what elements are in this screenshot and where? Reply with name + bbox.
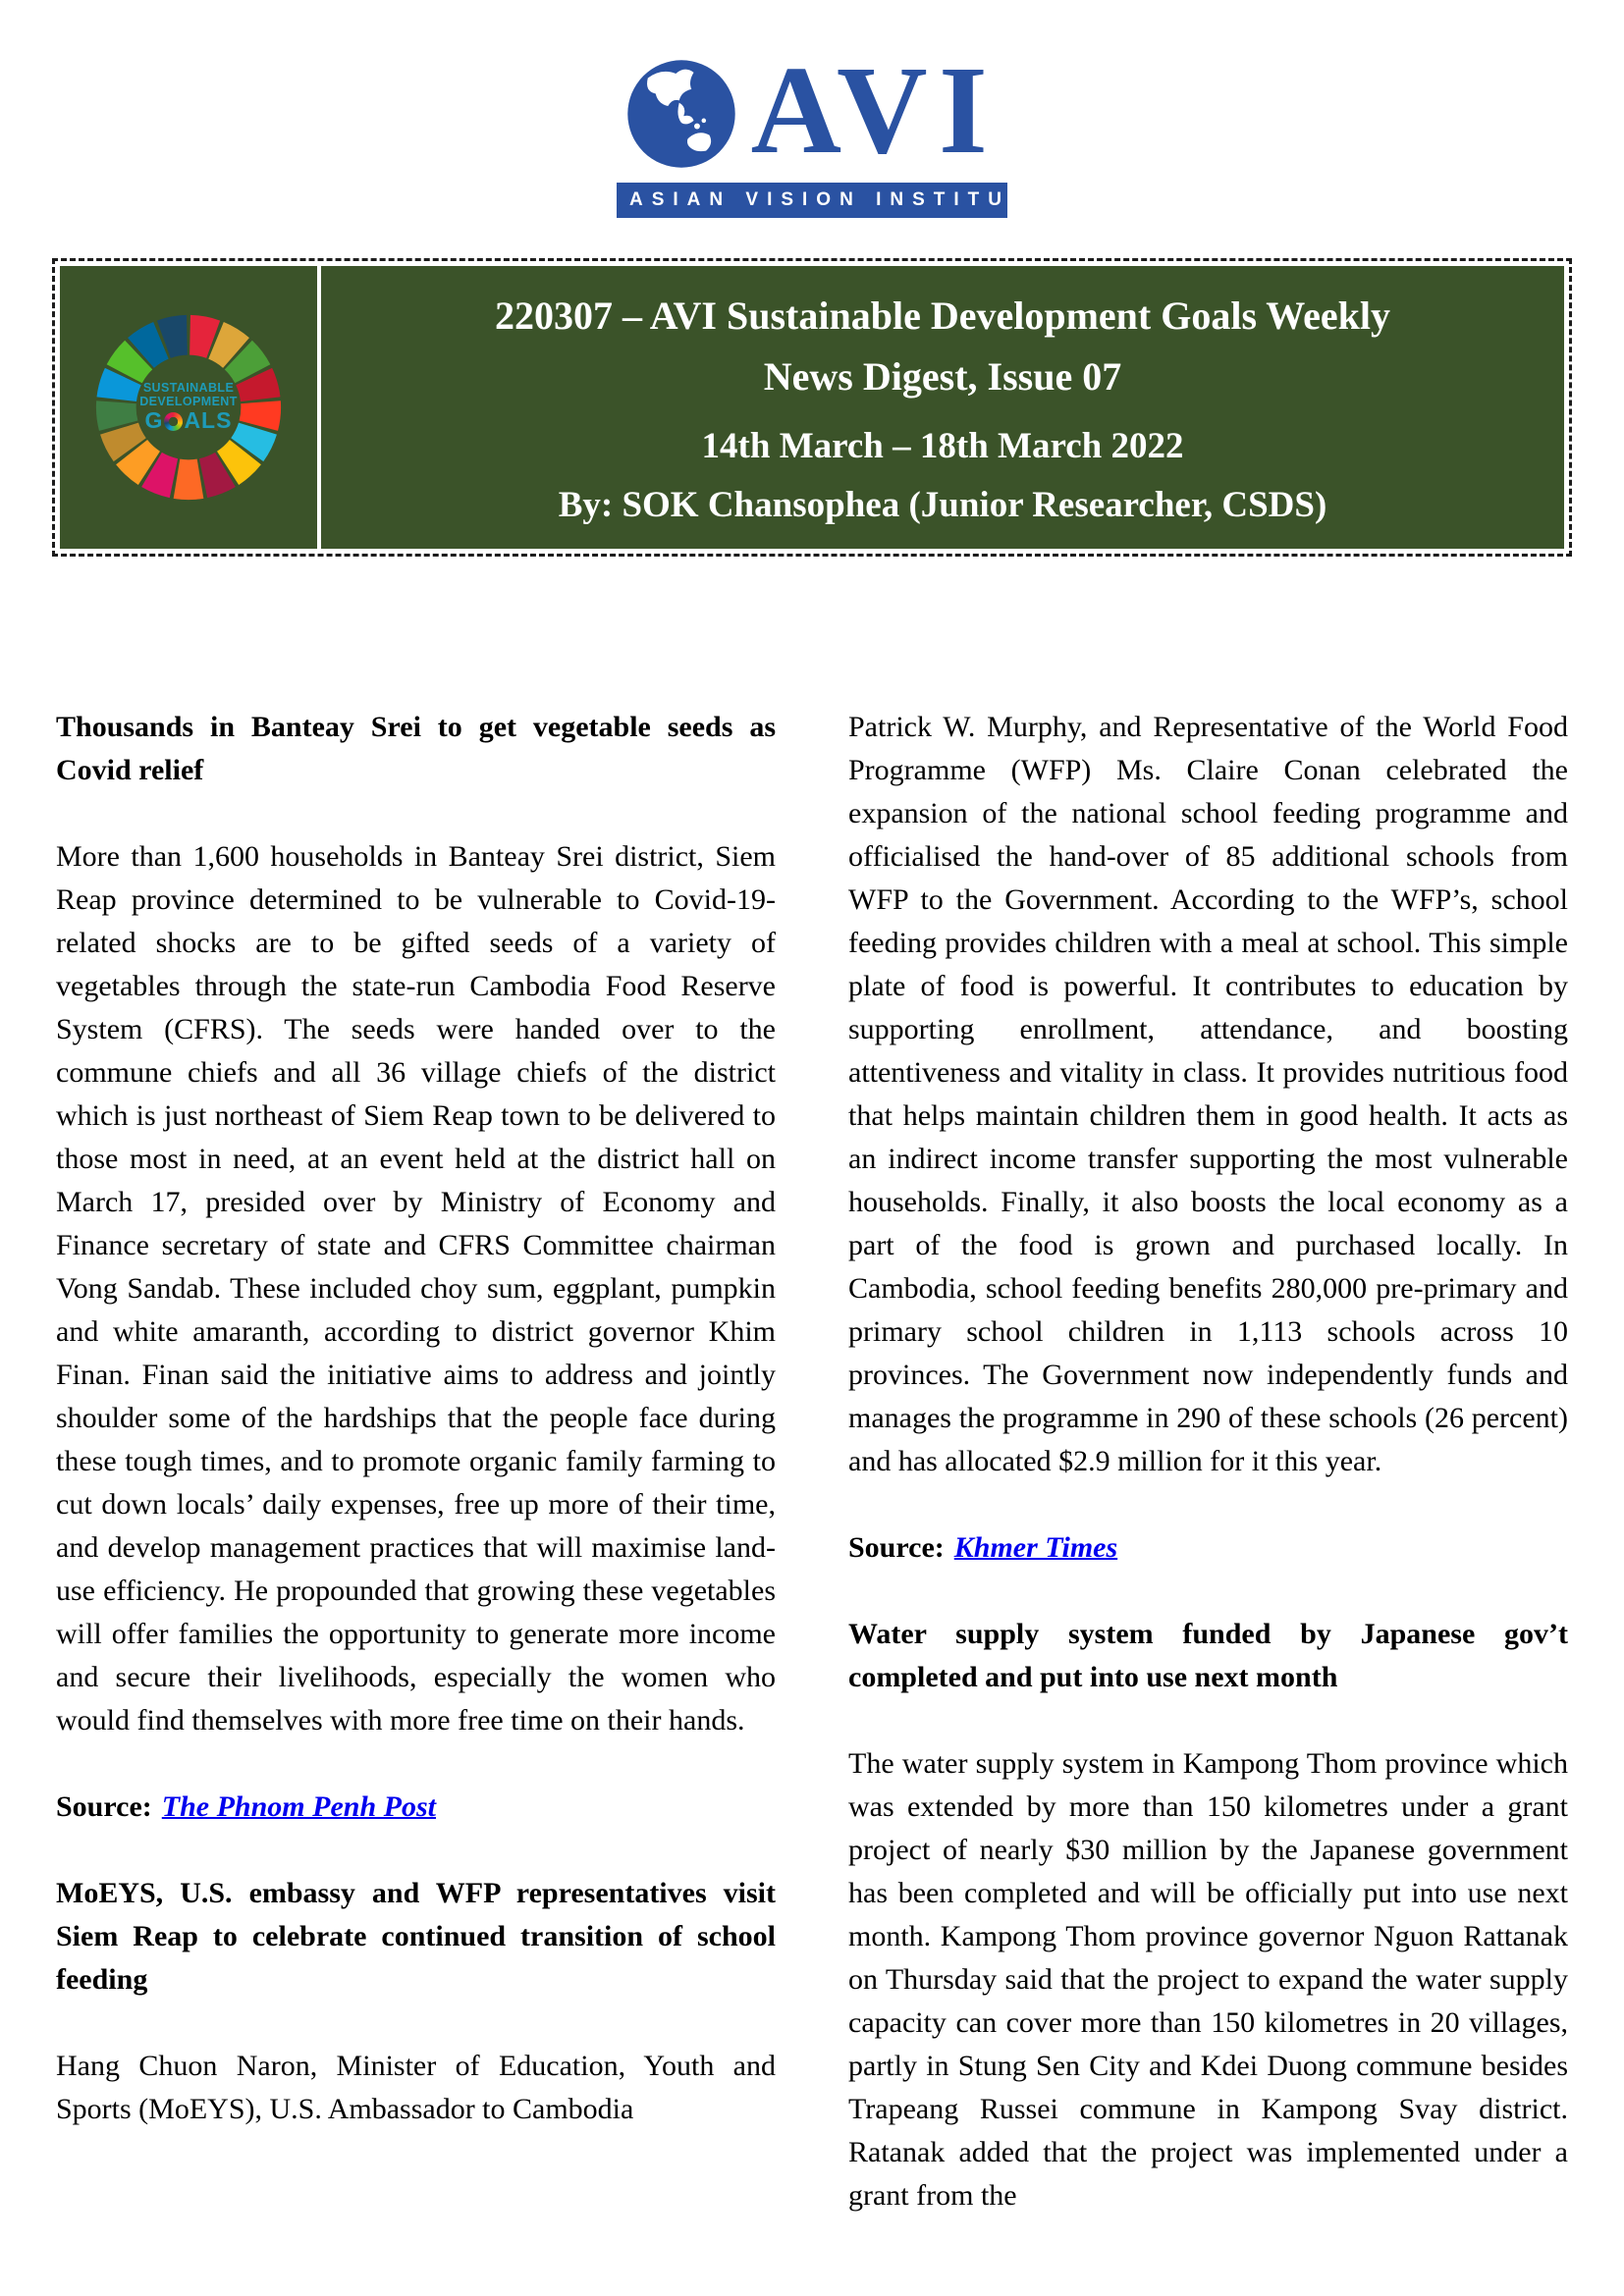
- issue-banner: [52, 258, 1572, 557]
- banner-text: [321, 266, 1564, 549]
- globe-icon: [625, 58, 737, 170]
- sdg-panel: [60, 266, 317, 549]
- issue-date-range: 14th March – 18th March 2022: [701, 425, 1184, 466]
- source-link-khmer-times[interactable]: Khmer Times: [953, 1531, 1118, 1564]
- sdg-goals-als: ALS: [184, 407, 233, 434]
- source-label: Source:: [848, 1531, 945, 1564]
- source-label: Source:: [56, 1790, 152, 1823]
- source-line: [56, 1786, 776, 1829]
- article-body: [56, 706, 1568, 2261]
- article-heading-water-supply: Water supply system funded by Japanese gov’t completed and put into use next month: [848, 1618, 1568, 1693]
- article-paragraph: The water supply system in Kampong Thom province which was extended by more than 150 kilometres under a grant project of nearly $30 million by the Japanese government has been completed and will be officially put into use next month. Kampong Thom province governor Nguon Rattanak on Thursday said that the project to expand the water supply capacity can cover more than 150 kilometres in 20 villages, partly in Stung Sen City and Kdei Duong commune besides Trapeang Russei commune in Kampong Svay district. Ratanak added that the project was implemented under a grant from the: [848, 1747, 1568, 2212]
- right-column: [848, 706, 1568, 2261]
- avi-institute-banner: ASIAN VISION INSTITUTE: [617, 183, 1007, 218]
- sdg-goals-g: G: [144, 407, 164, 434]
- source-line: [848, 1526, 1568, 1570]
- left-column: [56, 706, 776, 2261]
- avi-logo: [617, 40, 1053, 218]
- article-heading-banteay-srei: Thousands in Banteay Srei to get vegetable seeds as Covid relief: [56, 711, 776, 786]
- sdg-wheel-logo: [93, 312, 284, 503]
- issue-title-line2: News Digest, Issue 07: [763, 353, 1122, 399]
- issue-byline: By: SOK Chansophea (Junior Researcher, CSDS): [558, 485, 1327, 525]
- issue-title-line1: 220307 – AVI Sustainable Development Goals Weekly: [495, 293, 1390, 338]
- sdg-word-sustainable: SUSTAINABLE: [142, 381, 235, 396]
- sdg-word-development: DEVELOPMENT: [139, 395, 238, 409]
- sdg-wheel-svg: [93, 312, 284, 503]
- article-paragraph: Patrick W. Murphy, and Representative of the World Food Programme (WFP) Ms. Claire Conan celebrated the expansion of the national school feeding programme and officialised the hand-over of 85 additional schools from WFP to the Government. According to the WFP’s, school feeding provides children with a meal at school. This simple plate of food is powerful. It contributes to education by supporting enrollment, attendance, and boosting attentiveness and vitality in class. It provides nutritious food that helps maintain children them in good health. It acts as an indirect income transfer supporting the most vulnerable households. Finally, it also boosts the local economy as a part of the food is grown and purchased locally. In Cambodia, school feeding benefits 280,000 pre-primary and primary school children in 1,113 schools across 10 provinces. The Government now independently funds and manages the programme in 290 of these schools (26 percent) and has allocated $2.9 million for it this year.: [848, 711, 1568, 1477]
- source-link-phnom-penh-post[interactable]: The Phnom Penh Post: [161, 1790, 436, 1823]
- article-paragraph: Hang Chuon Naron, Minister of Education, Youth and Sports (MoEYS), U.S. Ambassador to Cambodia: [56, 2050, 776, 2125]
- article-heading-moeys-wfp: MoEYS, U.S. embassy and WFP representatives visit Siem Reap to celebrate continued transition of school feeding: [56, 1877, 776, 1996]
- avi-acronym: AVI: [750, 40, 1000, 180]
- article-paragraph: More than 1,600 households in Banteay Srei district, Siem Reap province determined to be vulnerable to Covid-19-related shocks are to be gifted seeds of a variety of vegetables through the state-run Cambodia Food Reserve System (CFRS). The seeds were handed over to the commune chiefs and all 36 village chiefs of the district which is just northeast of Siem Reap town to be delivered to those most in need, at an event held at the district hall on March 17, presided over by Ministry of Economy and Finance secretary of state and CFRS Committee chairman Vong Sandab. These included choy sum, eggplant, pumpkin and white amaranth, according to district governor Khim Finan. Finan said the initiative aims to address and jointly shoulder some of the hardships that the people face during these tough times, and to promote organic family farming to cut down locals’ daily expenses, free up more of their time, and develop management practices that will maximise land-use efficiency. He propounded that growing these vegetables will offer families the opportunity to generate more income and secure their livelihoods, especially the women who would find themselves with more free time on their hands.: [56, 840, 776, 1736]
